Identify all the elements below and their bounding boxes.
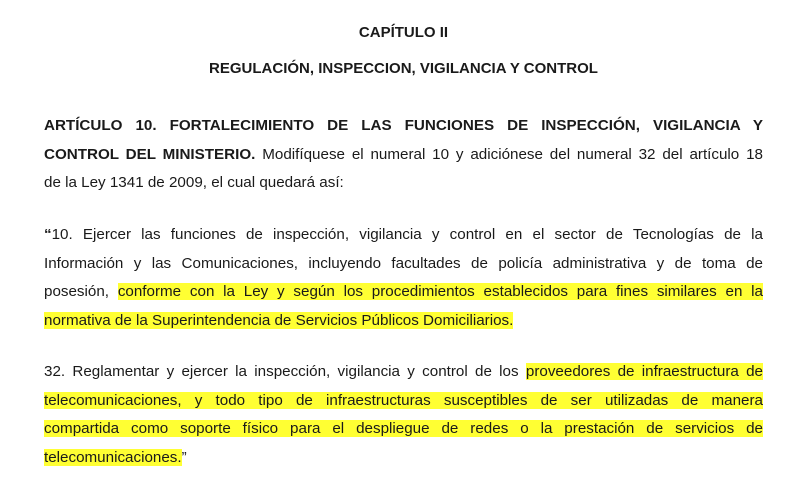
numeral-32-paragraph <box>44 358 763 472</box>
highlighted-text: telecomunicaciones, y todo tipo de infraestructuras susceptibles de ser utilizadas de manera <box>44 391 763 409</box>
numeral-10-line-4 <box>44 307 763 336</box>
numeral-10-paragraph <box>44 221 763 335</box>
numeral-10-line-3 <box>44 278 763 307</box>
article-title-continued: CONTROL DEL MINISTERIO. <box>44 145 256 163</box>
highlighted-text: normativa de la Superintendencia de Servicios Públicos Domiciliarios. <box>44 311 514 329</box>
numeral-32-text: 32. Reglamentar y ejercer la inspección, vigilancia y control de los <box>44 363 526 380</box>
chapter-heading: CAPÍTULO II <box>358 24 449 41</box>
highlighted-text: compartida como soporte físico para el despliegue de redes o la prestación de servicios de <box>44 420 763 437</box>
article-line-3: de la Ley 1341 de 2009, el cual quedará así: <box>44 174 344 191</box>
article-title: ARTÍCULO 10. FORTALECIMIENTO DE LAS FUNCIONES DE INSPECCIÓN, VIGILANCIA Y <box>44 117 763 134</box>
article-line-2 <box>44 141 763 170</box>
article-line-1 <box>44 112 763 141</box>
numeral-10-line-2: Información y las Comunicaciones, incluyendo facultades de policía administrativa y de toma de <box>44 254 763 272</box>
numeral-32-line-1 <box>44 358 763 387</box>
article-text: Modifíquese el numeral 10 y adiciónese del numeral 32 del artículo 18 <box>255 145 763 163</box>
section-title: REGULACIÓN, INSPECCION, VIGILANCIA Y CONTROL <box>209 60 598 77</box>
highlighted-text: telecomunicaciones. <box>44 448 182 466</box>
numeral-10-text: 10. Ejercer las funciones de inspección, vigilancia y control en el sector de Tecnologías de la <box>51 226 763 243</box>
article-10-paragraph <box>44 112 763 198</box>
opening-quote: “ <box>44 226 52 243</box>
numeral-32-line-3 <box>44 415 763 444</box>
numeral-10-text: posesión, <box>44 283 118 300</box>
numeral-10-line-1 <box>44 221 763 250</box>
highlighted-text: conforme con la Ley y según los procedimientos establecidos para fines similares en la <box>117 283 764 300</box>
closing-quote: ” <box>181 448 187 466</box>
numeral-32-line-4 <box>44 444 763 473</box>
highlighted-text: proveedores de infraestructura de <box>525 363 763 380</box>
numeral-32-line-2 <box>44 387 763 416</box>
